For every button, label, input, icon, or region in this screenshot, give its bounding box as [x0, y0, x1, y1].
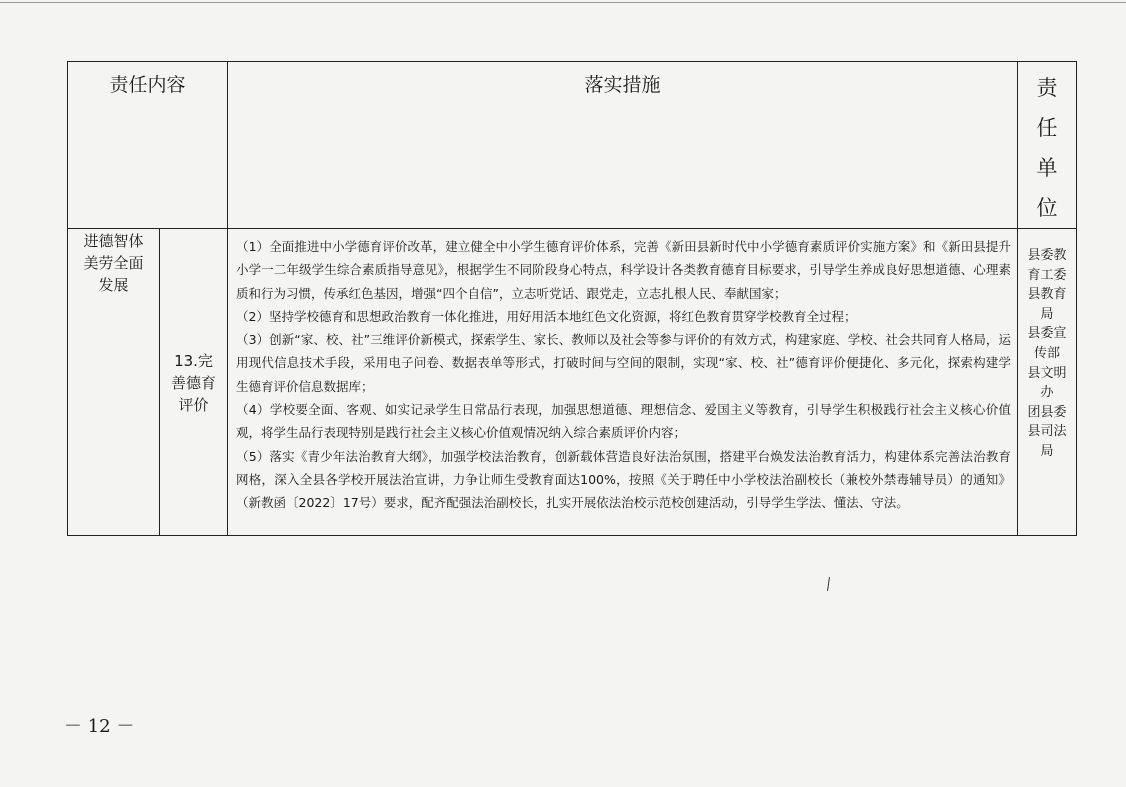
unit-line: 县文明 [1027, 365, 1067, 381]
header-unit-char: 位 [1036, 196, 1058, 220]
unit-line: 育工委 [1027, 267, 1067, 283]
item-cell [160, 229, 228, 536]
header-responsible-unit [1018, 62, 1077, 229]
measure-paragraph: （4）学校要全面、客观、如实记录学生日常品行表现，加强思想道德、理想信念、爱国主义等教育，引导学生积极践行社会主义核心价值观，将学生品行表现特别是践行社会主义核心价值观情况纳入综合素质评价内容； [236, 402, 1012, 441]
header-unit-char: 责 [1036, 76, 1058, 100]
unit-line: 办 [1040, 385, 1054, 401]
header-unit-char: 任 [1036, 116, 1058, 140]
item-line: 善德育 [171, 374, 217, 392]
measure-paragraph: （1）全面推进中小学德育评价改革，建立健全中小学生德育评价体系，完善《新田县新时代中小学德育素质评价实施方案》和《新田县提升小学一二年级学生综合素质指导意见》，根据学生不同阶段身心特点，科学设计各类教育德育目标要求，引导学生养成良好思想道德、心理素质和行为习惯，传承红色基因，增强“四个自信”，立志听党话、跟党走，立志扎根人民、奉献国家； [236, 239, 1012, 301]
unit-line: 县委教 [1027, 248, 1067, 263]
unit-line: 县教育 [1027, 287, 1067, 303]
unit-line: 县委宣 [1027, 326, 1067, 342]
responsible-unit-cell [1018, 229, 1077, 536]
measures-cell [228, 229, 1018, 536]
header-responsibility-content: 责任内容 [68, 62, 228, 229]
category-line: 美劳全面 [83, 254, 144, 272]
item-line: 13.完 [174, 352, 213, 370]
unit-line: 局 [1040, 306, 1054, 322]
measure-paragraph: （5）落实《青少年法治教育大纲》，加强学校法治教育，创新载体营造良好法治氛围，搭建平台焕发法治教育活力，构建体系完善法治教育网格，深入全县各学校开展法治宣讲，力争让师生受教育面达100%，按照《关于聘任中小学校法治副校长（兼校外禁毒辅导员）的通知》（新教函〔2022〕17号）要求，配齐配强法治副校长，扎实开展依法治校示范校创建活动，引导学生学法、懂法、守法。 [236, 448, 1012, 511]
unit-line: 县司法 [1027, 424, 1067, 440]
unit-line: 局 [1040, 443, 1054, 459]
table-row [68, 229, 1077, 536]
item-line: 评价 [178, 396, 209, 414]
category-cell [68, 229, 160, 536]
category-line: 进德智体 [83, 232, 144, 250]
scan-mark [827, 577, 830, 591]
unit-line: 传部 [1034, 345, 1061, 361]
category-line: 发展 [98, 276, 129, 294]
page-top-edge [0, 2, 1126, 3]
measure-paragraph: （3）创新“家、校、社”三维评价新模式，探索学生、家长、教师以及社会等参与评价的有效方式，构建家庭、学校、社会共同育人格局，运用现代信息技术手段，采用电子问卷、数据表单等形式，打破时间与空间的限制，实现“家、校、社”德育评价便捷化、多元化，探索构建学生德育评价信息数据库； [236, 332, 1012, 394]
responsibility-table [67, 61, 1077, 536]
header-implementation-measures: 落实措施 [228, 62, 1018, 229]
unit-line: 团县委 [1027, 404, 1067, 420]
measure-paragraph: （2）坚持学校德育和思想政治教育一体化推进，用好用活本地红色文化资源，将红色教育贯穿学校教育全过程； [236, 308, 857, 324]
header-unit-char: 单 [1036, 156, 1058, 180]
page-number: － 12 － [64, 716, 135, 737]
table-header-row [68, 62, 1077, 229]
